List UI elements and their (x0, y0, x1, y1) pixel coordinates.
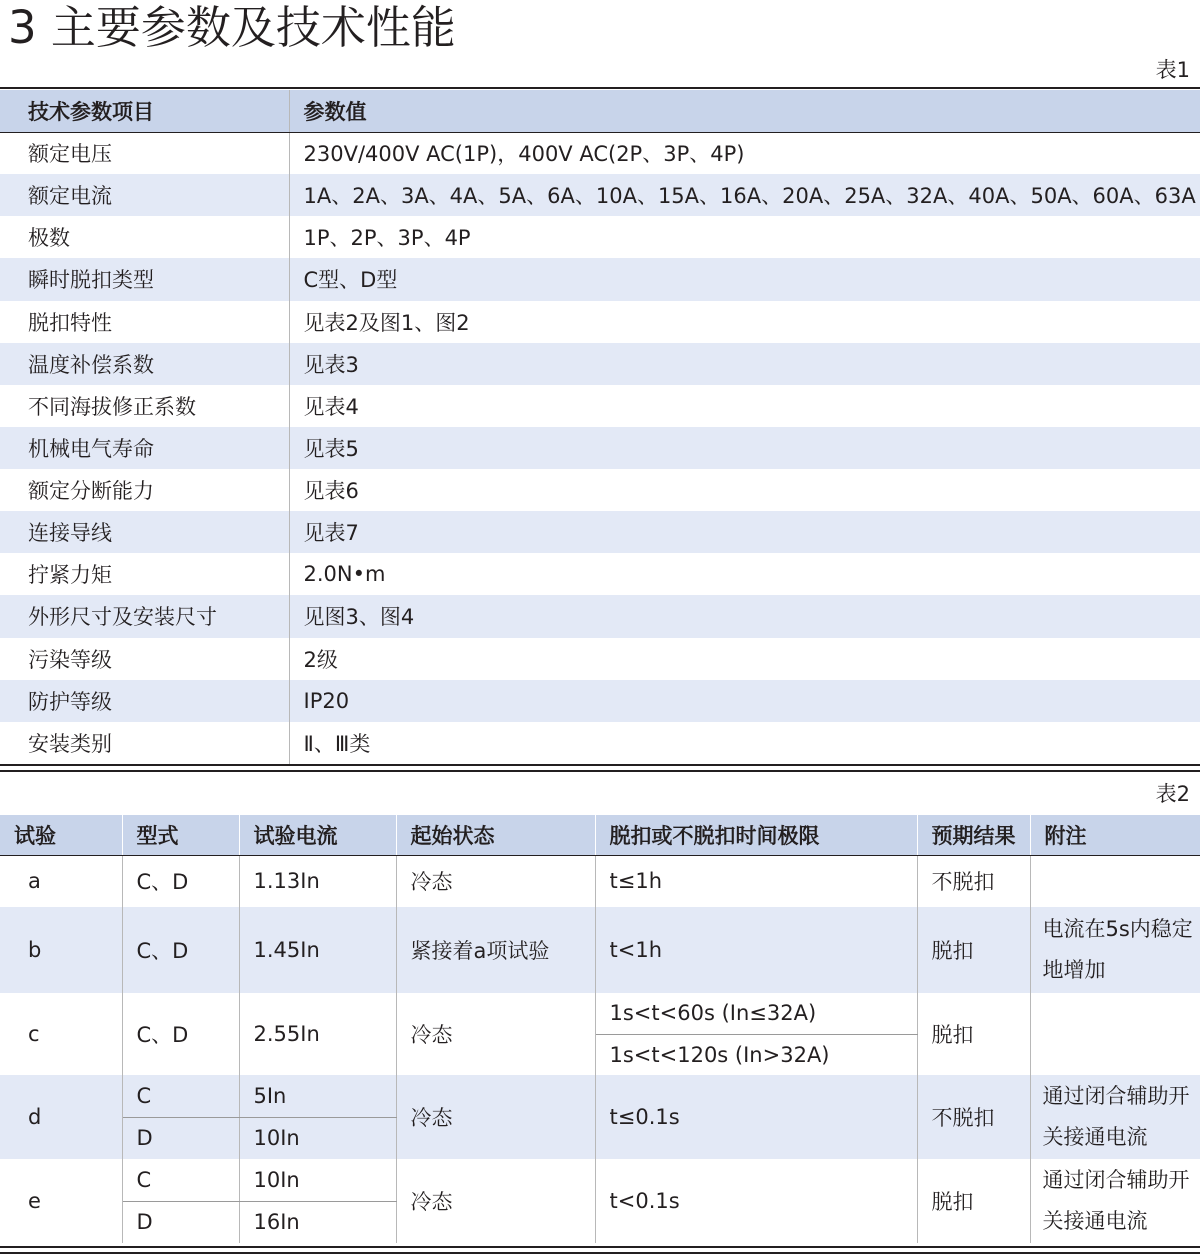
time-cell: t≤0.1s (595, 1075, 917, 1159)
parameter-name: 安装类别 (0, 722, 289, 764)
state-cell: 紧接着a项试验 (396, 907, 595, 993)
parameter-name: 连接导线 (0, 511, 289, 553)
table-row (0, 469, 1200, 511)
header-parameter-value: 参数值 (289, 90, 1200, 132)
table-row (0, 301, 1200, 343)
parameter-value: 230V/400V AC(1P)，400V AC(2P、3P、4P) (303, 142, 745, 167)
parameter-value: 见表2及图1、图2 (303, 310, 470, 335)
type-cell: C、D (122, 907, 239, 993)
current-cell: 1.45In (239, 907, 396, 993)
parameter-value: 见表6 (303, 479, 359, 504)
parameter-name: 不同海拔修正系数 (0, 385, 289, 427)
state-cell: 冷态 (396, 1159, 595, 1243)
test-cell: d (0, 1075, 122, 1159)
parameter-name: 极数 (0, 216, 289, 258)
parameter-value: 见表5 (289, 427, 1200, 469)
table-row (0, 216, 1200, 258)
table-row (0, 680, 1200, 722)
type-cell: C、D (122, 993, 239, 1075)
parameter-value: 见图3、图4 (289, 595, 1200, 637)
type-cell: C、D (122, 855, 239, 907)
table-header-row (0, 815, 1200, 855)
table-row (0, 993, 1200, 1034)
table-row (0, 343, 1200, 385)
result-cell: 不脱扣 (917, 855, 1030, 907)
table1-bottom-rule (0, 764, 1200, 766)
parameter-value: 2级 (303, 647, 338, 672)
result-cell: 脱扣 (917, 993, 1030, 1075)
header-type: 型式 (122, 815, 239, 855)
parameter-value: Ⅱ、Ⅲ类 (303, 731, 371, 756)
time-cell: 1s<t<120s (In>32A) (595, 1034, 917, 1075)
header-test: 试验 (0, 815, 122, 855)
table-row (0, 174, 1200, 216)
header-initial-state: 起始状态 (396, 815, 595, 855)
table-row (0, 258, 1200, 300)
parameter-name: 防护等级 (0, 680, 289, 722)
test-cell: a (0, 855, 122, 907)
table-row (0, 595, 1200, 637)
parameter-name: 脱扣特性 (0, 301, 289, 343)
parameter-value: IP20 (289, 680, 1200, 722)
state-cell: 冷态 (396, 855, 595, 907)
parameter-name: 额定电压 (0, 132, 289, 174)
test-cell: e (0, 1159, 122, 1243)
table-header-row (0, 90, 1200, 132)
parameter-name: 拧紧力矩 (0, 553, 289, 595)
parameter-value: C型、D型 (289, 258, 1200, 300)
header-expected-result: 预期结果 (917, 815, 1030, 855)
table-row (0, 427, 1200, 469)
note-cell (1030, 855, 1200, 907)
current-cell: 16In (239, 1201, 396, 1243)
table-row (0, 1075, 1200, 1117)
parameter-name: 污染等级 (0, 638, 289, 680)
note-cell (1030, 993, 1200, 1075)
time-cell: t≤1h (595, 855, 917, 907)
parameter-value: 见表3 (289, 343, 1200, 385)
table-row (0, 553, 1200, 595)
parameter-name: 瞬时脱扣类型 (0, 258, 289, 300)
table1-top-rule (0, 87, 1200, 89)
table-row (0, 907, 1200, 993)
current-cell: 10In (239, 1159, 396, 1201)
current-cell: 5In (239, 1075, 396, 1117)
table-row (0, 638, 1200, 680)
parameters-table (0, 90, 1200, 764)
table2-top-rule (0, 770, 1200, 772)
table2-label: 表2 (1155, 782, 1190, 806)
trip-characteristics-table (0, 815, 1200, 1243)
table1-label: 表1 (1155, 58, 1190, 82)
page-title: 3 主要参数及技术性能 (8, 1, 456, 54)
parameter-name: 外形尺寸及安装尺寸 (0, 595, 289, 637)
header-test-current: 试验电流 (239, 815, 396, 855)
parameter-value: 见表7 (289, 511, 1200, 553)
current-cell: 2.55In (239, 993, 396, 1075)
parameter-name: 机械电气寿命 (0, 427, 289, 469)
result-cell: 脱扣 (917, 1159, 1030, 1243)
table2-bottom-rule (0, 1246, 1200, 1248)
note-cell: 通过闭合辅助开关接通电流 (1030, 1075, 1200, 1159)
time-cell: t<1h (595, 907, 917, 993)
parameter-value: 1P、2P、3P、4P (303, 226, 471, 251)
note-cell: 电流在5s内稳定地增加 (1030, 907, 1200, 993)
type-cell: D (122, 1117, 239, 1159)
table-row (0, 722, 1200, 764)
header-note: 附注 (1030, 815, 1200, 855)
note-cell: 通过闭合辅助开关接通电流 (1042, 1168, 1190, 1233)
parameter-value: 2.0N•m (303, 562, 386, 587)
current-cell: 10In (239, 1117, 396, 1159)
page-bottom-rule (0, 1252, 1200, 1254)
state-cell: 冷态 (396, 1075, 595, 1159)
table-row (0, 1159, 1200, 1201)
result-cell: 脱扣 (917, 907, 1030, 993)
type-cell: D (122, 1201, 239, 1243)
table-row (0, 385, 1200, 427)
type-cell: C (122, 1159, 239, 1201)
parameter-name: 额定分断能力 (0, 469, 289, 511)
type-cell: C (122, 1075, 239, 1117)
parameter-name: 温度补偿系数 (0, 343, 289, 385)
test-cell: b (0, 907, 122, 993)
table-row (0, 132, 1200, 174)
parameter-value: 见表4 (303, 394, 359, 419)
header-time-limit: 脱扣或不脱扣时间极限 (595, 815, 917, 855)
time-cell: 1s<t<60s (In≤32A) (595, 993, 917, 1034)
parameter-value: 1A、2A、3A、4A、5A、6A、10A、15A、16A、20A、25A、32A、40A、50A、60A、63A (289, 174, 1200, 216)
parameter-name: 额定电流 (0, 174, 289, 216)
state-cell: 冷态 (396, 993, 595, 1075)
test-cell: c (0, 993, 122, 1075)
header-parameter-item: 技术参数项目 (0, 90, 289, 132)
table-row (0, 511, 1200, 553)
result-cell: 不脱扣 (917, 1075, 1030, 1159)
table-row (0, 855, 1200, 907)
current-cell: 1.13In (239, 855, 396, 907)
time-cell: t<0.1s (595, 1159, 917, 1243)
